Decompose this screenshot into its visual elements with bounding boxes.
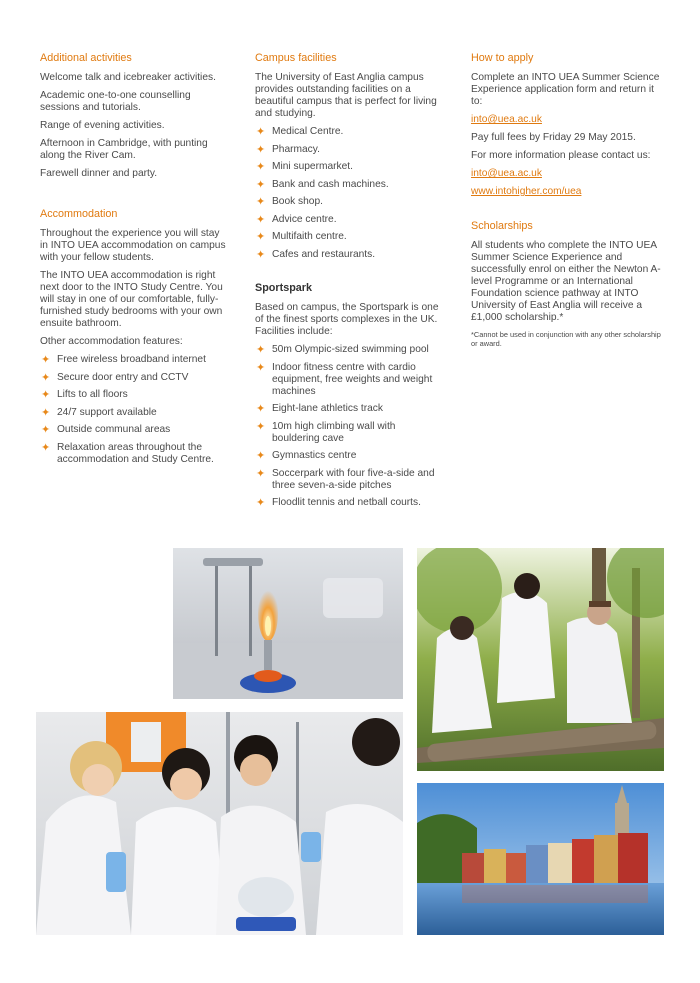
list-item: ✦ 50m Olympic-sized swimming pool (256, 344, 429, 356)
list-item: ✦ Medical Centre. (256, 126, 344, 138)
star-bullet-icon: ✦ (256, 178, 266, 191)
star-bullet-icon: ✦ (256, 361, 266, 374)
list-item: ✦ Multifaith centre. (256, 231, 347, 243)
list-item: ✦ 24/7 support available (41, 406, 157, 419)
email-link[interactable]: into@uea.ac.uk (471, 168, 542, 179)
accommodation-heading: Accommodation (40, 208, 118, 220)
sportspark-heading: Sportspark (255, 282, 312, 294)
star-bullet-icon: ✦ (41, 389, 51, 401)
star-bullet-icon: ✦ (41, 424, 51, 436)
list-item: ✦ Bank and cash machines. (256, 178, 389, 191)
star-bullet-icon: ✦ (41, 371, 51, 384)
activity-item: Range of evening activities. (40, 120, 165, 131)
star-bullet-icon: ✦ (256, 143, 266, 156)
sportspark-intro: Based on campus, the Sportspark is one of the finest sports complexes in the UK. Facilities include: (255, 302, 439, 337)
accommodation-features-list (40, 354, 230, 466)
list-item: ✦ Pharmacy. (256, 143, 320, 156)
field-work-photo (417, 548, 664, 771)
list-item: ✦ Free wireless broadband internet (41, 354, 206, 366)
star-bullet-icon: ✦ (256, 213, 266, 226)
star-bullet-icon: ✦ (41, 441, 51, 454)
accommodation-para: The INTO UEA accommodation is right next door to the INTO Study Centre. You will stay in one of our comfortable, fully-furnished study bedrooms with your own ensuite bathroom. (40, 270, 223, 329)
list-item: ✦ Soccerpark with four five-a-side and three seven-a-side pitches (256, 467, 435, 491)
star-bullet-icon: ✦ (256, 497, 266, 509)
list-item: ✦ Book shop. (256, 196, 323, 208)
accommodation-para: Throughout the experience you will stay in INTO UEA accommodation on campus with your fellow students. (40, 228, 226, 263)
star-bullet-icon: ✦ (256, 467, 266, 480)
sportspark-list (255, 344, 445, 509)
activity-item: Welcome talk and icebreaker activities. (40, 72, 216, 83)
column-left (40, 52, 230, 471)
list-item: ✦ Mini supermarket. (256, 161, 353, 173)
list-item: ✦ Secure door entry and CCTV (41, 371, 189, 384)
column-right (471, 52, 666, 354)
star-bullet-icon: ✦ (256, 248, 266, 261)
list-item: ✦ Outside communal areas (41, 424, 171, 436)
campus-facilities-list (255, 126, 445, 261)
activity-item: Farewell dinner and party. (40, 168, 158, 179)
column-middle (255, 52, 445, 515)
scholarships-footnote: *Cannot be used in conjunction with any other scholarship or award. (471, 330, 661, 348)
campus-intro: The University of East Anglia campus provides outstanding facilities on a beautiful campus that is perfect for living and studying. (255, 72, 437, 119)
fees-text: Pay full fees by Friday 29 May 2015. (471, 132, 636, 143)
star-bullet-icon: ✦ (256, 403, 266, 415)
list-item: ✦ Cafes and restaurants. (256, 248, 376, 261)
scholarships-heading: Scholarships (471, 220, 533, 232)
list-item: ✦ 10m high climbing wall with bouldering cave (256, 420, 396, 444)
scholarships-para: All students who complete the INTO UEA Summer Science Experience and successfully enrol on either the Newton A-level Programme or an International Foundation science pathway at INTO University of East Anglia will receive a £1,000 scholarship.* (471, 240, 661, 323)
list-item: ✦ Lifts to all floors (41, 389, 128, 401)
email-link[interactable]: into@uea.ac.uk (471, 114, 542, 125)
contact-text: For more information please contact us: (471, 150, 651, 161)
star-bullet-icon: ✦ (256, 161, 266, 173)
bunsen-burner-photo (173, 548, 403, 699)
laboratory-students-photo (36, 712, 403, 935)
activity-item: Afternoon in Cambridge, with punting along the River Cam. (40, 138, 208, 161)
how-to-apply-heading: How to apply (471, 52, 534, 64)
star-bullet-icon: ✦ (256, 126, 266, 138)
list-item: ✦ Indoor fitness centre with cardio equipment, free weights and weight machines (256, 361, 433, 397)
star-bullet-icon: ✦ (256, 344, 266, 356)
activity-item: Academic one-to-one counselling sessions and tutorials. (40, 90, 191, 113)
list-item: ✦ Gymnastics centre (256, 450, 357, 462)
star-bullet-icon: ✦ (256, 231, 266, 243)
apply-para: Complete an INTO UEA Summer Science Experience application form and return it to: (471, 72, 660, 107)
website-link[interactable]: www.intohigher.com/uea (471, 186, 582, 197)
additional-activities-heading: Additional activities (40, 52, 132, 64)
features-intro: Other accommodation features: (40, 336, 183, 347)
star-bullet-icon: ✦ (256, 450, 266, 462)
list-item: ✦ Floodlit tennis and netball courts. (256, 497, 421, 509)
list-item: ✦ Advice centre. (256, 213, 337, 226)
star-bullet-icon: ✦ (256, 420, 266, 433)
river-town-photo (417, 783, 664, 935)
star-bullet-icon: ✦ (41, 354, 51, 366)
list-item: ✦ Relaxation areas throughout the accommodation and Study Centre. (41, 441, 214, 465)
list-item: ✦ Eight-lane athletics track (256, 403, 383, 415)
star-bullet-icon: ✦ (41, 406, 51, 419)
star-bullet-icon: ✦ (256, 196, 266, 208)
campus-facilities-heading: Campus facilities (255, 52, 337, 64)
